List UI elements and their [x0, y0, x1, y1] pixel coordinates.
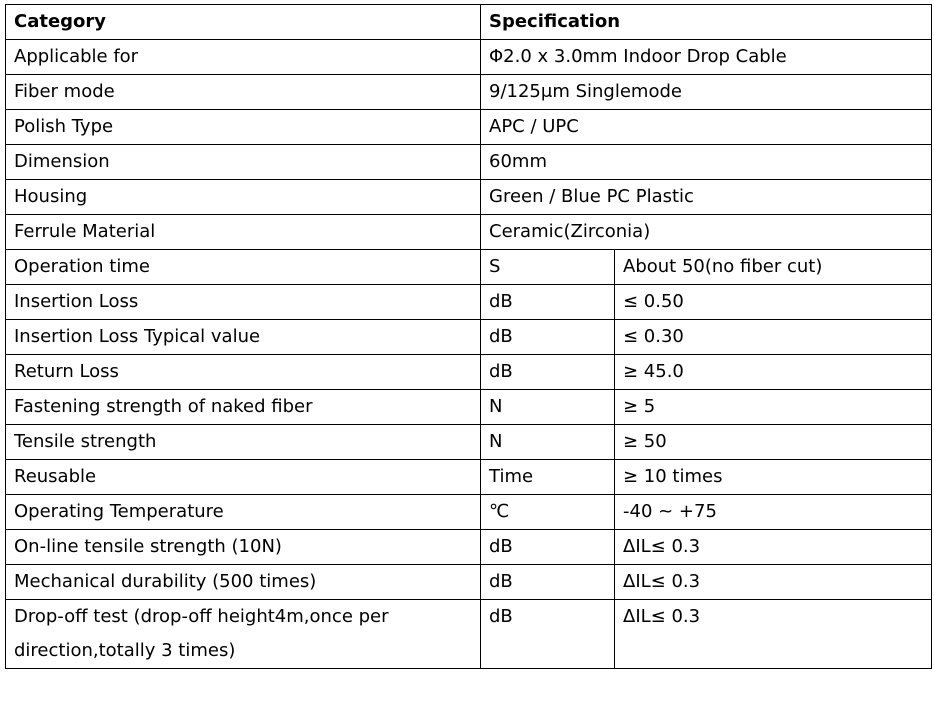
- row-label: Drop-off test (drop-off height4m,once per direction,totally 3 times): [6, 600, 481, 669]
- row-value: ≤ 0.50: [615, 285, 932, 320]
- row-unit: Time: [481, 460, 615, 495]
- row-unit: dB: [481, 320, 615, 355]
- row-label: Housing: [6, 180, 481, 215]
- table-row: [6, 530, 932, 565]
- table-row: [6, 600, 932, 669]
- table-row: [6, 390, 932, 425]
- row-unit: N: [481, 390, 615, 425]
- row-unit: dB: [481, 600, 615, 669]
- row-value: Φ2.0 x 3.0mm Indoor Drop Cable: [481, 40, 932, 75]
- table-row: [6, 180, 932, 215]
- row-value: ≥ 10 times: [615, 460, 932, 495]
- row-value: APC / UPC: [481, 110, 932, 145]
- table-row: [6, 320, 932, 355]
- row-label: Fastening strength of naked fiber: [6, 390, 481, 425]
- row-unit: ℃: [481, 495, 615, 530]
- row-unit: N: [481, 425, 615, 460]
- row-label: Reusable: [6, 460, 481, 495]
- spec-table: [5, 4, 932, 669]
- table-row: [6, 75, 932, 110]
- table-row: [6, 110, 932, 145]
- row-unit: dB: [481, 285, 615, 320]
- row-value: ≥ 45.0: [615, 355, 932, 390]
- row-label: Applicable for: [6, 40, 481, 75]
- table-row: [6, 145, 932, 180]
- row-value: Green / Blue PC Plastic: [481, 180, 932, 215]
- table-row: [6, 565, 932, 600]
- row-value: ≥ 50: [615, 425, 932, 460]
- header-specification: Specification: [481, 5, 932, 40]
- table-row: [6, 355, 932, 390]
- row-label: Return Loss: [6, 355, 481, 390]
- row-label: Ferrule Material: [6, 215, 481, 250]
- table-row: [6, 40, 932, 75]
- row-label: Insertion Loss: [6, 285, 481, 320]
- row-value: ≥ 5: [615, 390, 932, 425]
- row-unit: S: [481, 250, 615, 285]
- row-value: -40 ~ +75: [615, 495, 932, 530]
- row-value: 9/125μm Singlemode: [481, 75, 932, 110]
- row-value: ΔIL≤ 0.3: [615, 565, 932, 600]
- row-label: Tensile strength: [6, 425, 481, 460]
- row-label: Operation time: [6, 250, 481, 285]
- row-label: Polish Type: [6, 110, 481, 145]
- row-value: ≤ 0.30: [615, 320, 932, 355]
- row-value: 60mm: [481, 145, 932, 180]
- row-value: Ceramic(Zirconia): [481, 215, 932, 250]
- table-row: [6, 215, 932, 250]
- row-value: ΔIL≤ 0.3: [615, 600, 932, 669]
- table-row: [6, 495, 932, 530]
- table-row: [6, 285, 932, 320]
- table-row: [6, 250, 932, 285]
- table-row: [6, 460, 932, 495]
- row-unit: dB: [481, 355, 615, 390]
- row-label: On-line tensile strength (10N): [6, 530, 481, 565]
- row-label: Dimension: [6, 145, 481, 180]
- row-unit: dB: [481, 565, 615, 600]
- table-row: [6, 425, 932, 460]
- row-label: Insertion Loss Typical value: [6, 320, 481, 355]
- row-value: ΔIL≤ 0.3: [615, 530, 932, 565]
- row-label: Fiber mode: [6, 75, 481, 110]
- header-category: Category: [6, 5, 481, 40]
- header-row: [6, 5, 932, 40]
- row-label: Operating Temperature: [6, 495, 481, 530]
- row-unit: dB: [481, 530, 615, 565]
- row-value: About 50(no fiber cut): [615, 250, 932, 285]
- row-label: Mechanical durability (500 times): [6, 565, 481, 600]
